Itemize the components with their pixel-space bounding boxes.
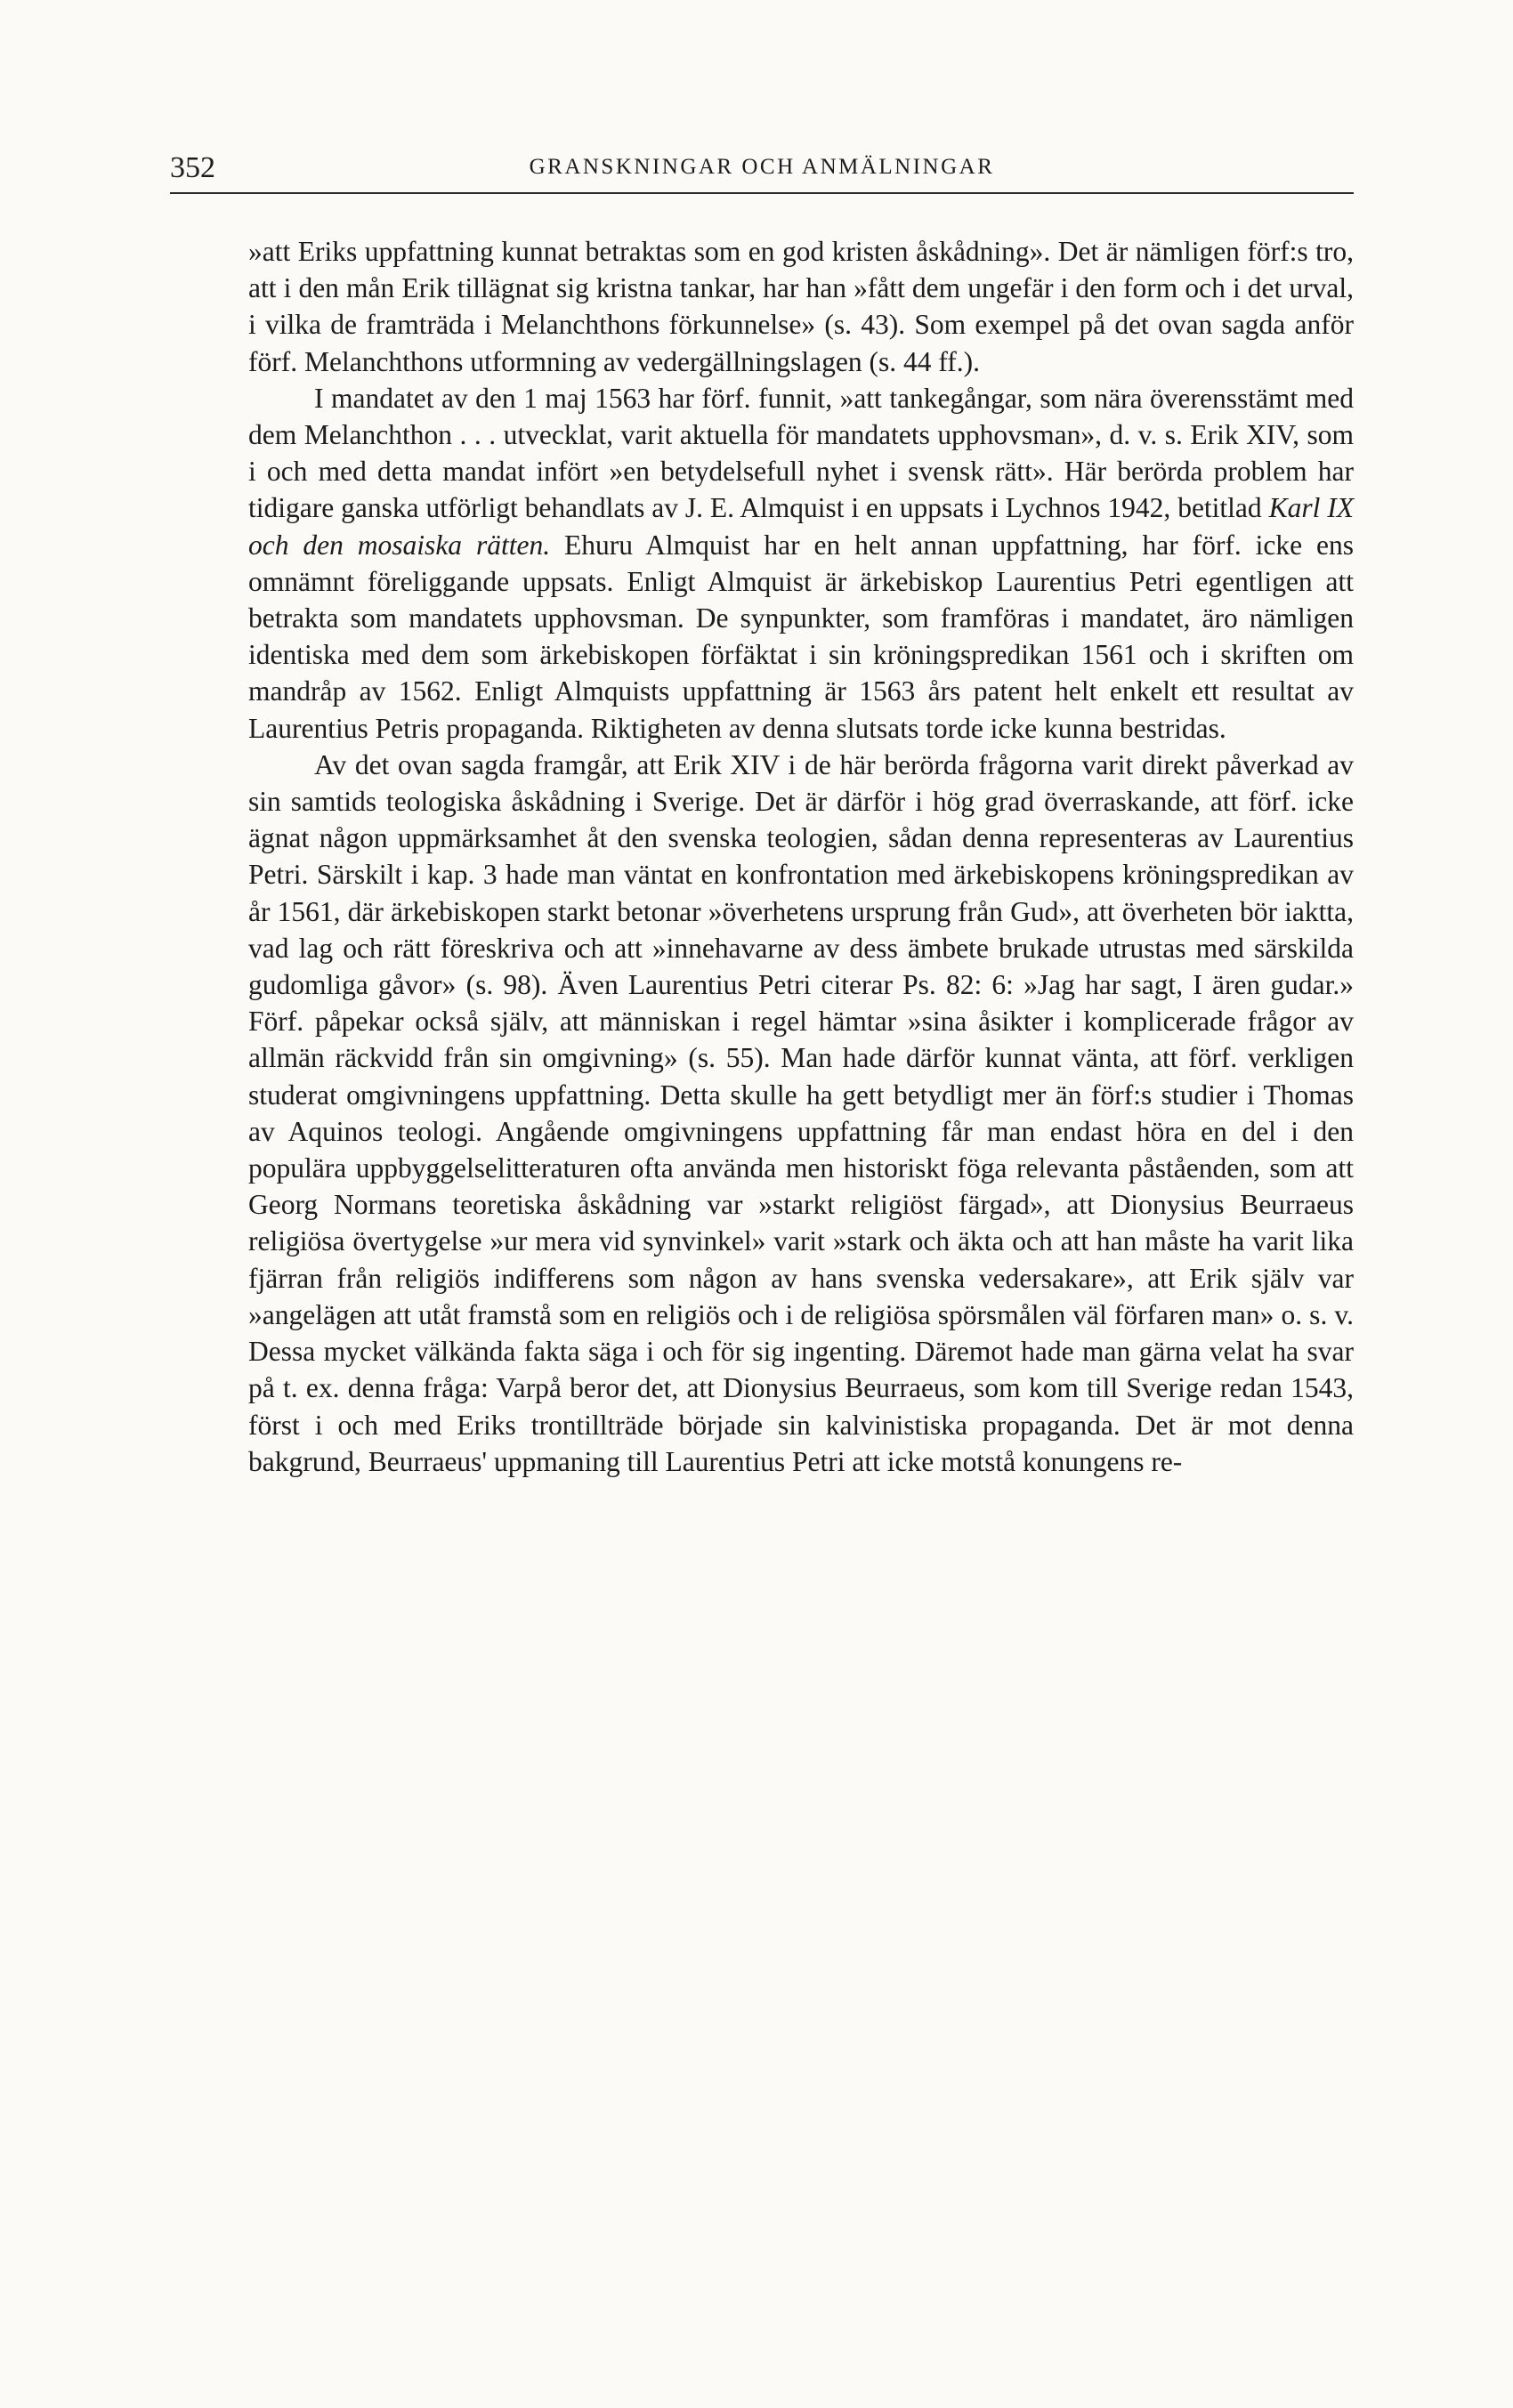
body-text <box>248 233 1354 1480</box>
page-header <box>170 151 1354 194</box>
running-head: GRANSKNINGAR OCH ANMÄLNINGAR <box>529 155 995 179</box>
page-number: 352 <box>170 151 215 184</box>
paragraph-3: Av det ovan sagda framgår, att Erik XIV i de här berörda frågorna varit direkt påverkad av sin samtids teologiska åskådning i Sverige. Det är därför i hög grad överraskande, att förf. icke ägnat någon uppmärksamhet åt den svenska teologien, sådan denna representeras av Laurentius Petri. Särskilt i kap. 3 hade man väntat en konfrontation med ärkebiskopens kröningspredikan av år 1561, där ärkebiskopen starkt betonar »överhetens ursprung från Gud», att överheten bör iaktta, vad lag och rätt föreskriva och att »innehavarne av dess ämbete brukade utrustas med särskilda gudomliga gåvor» (s. 98). Även Laurentius Petri citerar Ps. 82: 6: »Jag har sagt, I ären gudar.» Förf. påpekar också själv, att människan i regel hämtar »sina åsikter i komplicerade frågor av allmän räckvidd från sin omgivning» (s. 55). Man hade därför kunnat vänta, att förf. verkligen studerat omgivningens uppfattning. Detta skulle ha gett betydligt mer än förf:s studier i Thomas av Aquinos teologi. Angående omgivningens uppfattning får man endast höra en del i den populära uppbyggelselitteraturen ofta använda men historiskt föga relevanta påståenden, som att Georg Normans teoretiska åskådning var »starkt religiöst färgad», att Dionysius Beurraeus religiösa övertygelse »ur mera vid synvinkel» varit »stark och äkta och att han måste ha varit lika fjärran från religiös indifferens som någon av hans svenska vedersakare», att Erik själv var »angelägen att utåt framstå som en religiös och i de religiösa spörsmålen väl förfaren man» o. s. v. Dessa mycket välkända fakta säga i och för sig ingenting. Däremot hade man gärna velat ha svar på t. ex. denna fråga: Varpå beror det, att Dionysius Beurraeus, som kom till Sverige redan 1543, först i och med Eriks trontillträde började sin kalvinistiska propaganda. Det är mot denna bakgrund, Beurraeus' uppmaning till Laurentius Petri att icke motstå konungens re- <box>248 748 1354 1477</box>
paragraph-2-text-b: Ehuru Almquist har en helt annan uppfattning, har förf. icke ens omnämnt föreliggande uppsats. Enligt Almquist är ärkebiskop Laurentius Petri egentligen att betrakta som mandatets upphovsman. De synpunkter, som framföras i mandatet, äro nämligen identiska med dem som ärkebiskopen förfäktat i sin kröningspredikan 1561 och i skriften om mandråp av 1562. Enligt Almquists uppfattning är 1563 års patent helt enkelt ett resultat av Laurentius Petris propaganda. Riktigheten av denna slutsats torde icke kunna bestridas. <box>248 529 1354 744</box>
paragraph-2 <box>248 380 1354 747</box>
paragraph-2-text-a: I mandatet av den 1 maj 1563 har förf. funnit, »att tankegångar, som nära överensstämt med dem Melanchthon . . . utvecklat, varit aktuella för mandatets upphovsman», d. v. s. Erik XIV, som i och med detta mandat infört »en betydelsefull nyhet i svensk rätt». Här berörda problem har tidigare ganska utförligt behandlats av J. E. Almquist i en uppsats i Lychnos 1942, betitlad <box>248 382 1354 524</box>
italic-title: Karl IX och den mosaiska rätten. <box>248 492 1355 561</box>
paragraph-1: »att Eriks uppfattning kunnat betraktas som en god kristen åskådning». Det är nämligen förf:s tro, att i den mån Erik tillägnat sig kristna tankar, har han »fått dem ungefär i den form och i det urval, i vilka de framträda i Melanchthons förkunnelse» (s. 43). Som exempel på det ovan sagda anför förf. Melanchthons utformning av vedergällningslagen (s. 44 ff.). <box>248 236 1354 377</box>
